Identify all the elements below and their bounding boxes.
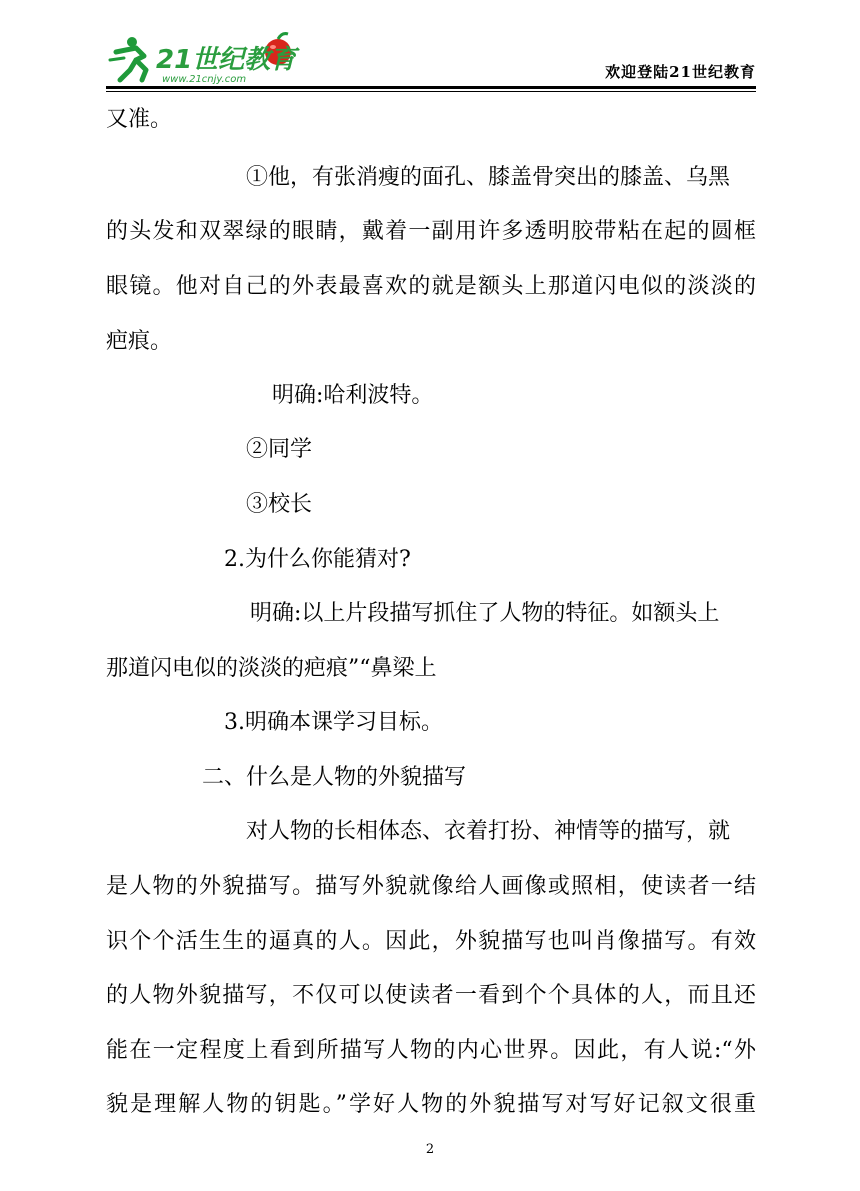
text-line: 眼镜。他对自己的外表最喜欢的就是额头上那道闪电似的淡淡的 [106, 274, 756, 299]
text-line: 能在一定程度上看到所描写人物的内心世界。因此，有人说:“外 [106, 1038, 756, 1063]
text-line: 2.为什么你能猜对? [224, 547, 411, 572]
text-line: 那道闪电似的淡淡的疤痕”“鼻梁上 [106, 656, 437, 681]
text-line: 貌是理解人物的钥匙。”学好人物的外貌描写对写好记叙文很重 [106, 1092, 756, 1117]
text-line: ②同学 [246, 437, 313, 462]
text-line: 又准。 [106, 107, 173, 132]
page-number: 2 [425, 1142, 435, 1157]
text-line: 疤痕。 [106, 329, 173, 354]
text-line: 的人物外貌描写，不仅可以使读者一看到个个具体的人，而且还 [106, 983, 756, 1008]
text-line: 识个个活生生的逼真的人。因此，外貌描写也叫肖像描写。有效 [106, 929, 756, 954]
text-line: 3.明确本课学习目标。 [224, 710, 443, 735]
header-divider [106, 86, 756, 89]
section-heading: 二、什么是人物的外貌描写 [202, 765, 467, 790]
logo-url-text: www.21cnjy.com [162, 74, 247, 85]
site-logo [106, 30, 306, 88]
text-line: 明确:以上片段描写抓住了人物的特征。如额头上 [250, 601, 720, 626]
page-header [106, 26, 756, 90]
text-line: 明确:哈利波特。 [272, 383, 434, 408]
site-title: 欢迎登陆21世纪教育 [605, 63, 756, 81]
text-line: ③校长 [246, 492, 313, 517]
running-figure-icon [110, 37, 146, 80]
text-line: 对人物的长相体态、衣着打扮、神情等的描写，就 [246, 819, 731, 844]
logo-text: 21世纪教育 [156, 45, 297, 75]
text-line: 的头发和双翠绿的眼睛，戴着一副用许多透明胶带粘在起的圆框 [106, 219, 756, 244]
text-line: 是人物的外貌描写。描写外貌就像给人画像或照相，使读者一结 [106, 874, 756, 899]
text-line: ①他，有张消瘦的面孔、膝盖骨突出的膝盖、乌黑 [246, 165, 731, 190]
header-divider-thin [106, 91, 756, 92]
